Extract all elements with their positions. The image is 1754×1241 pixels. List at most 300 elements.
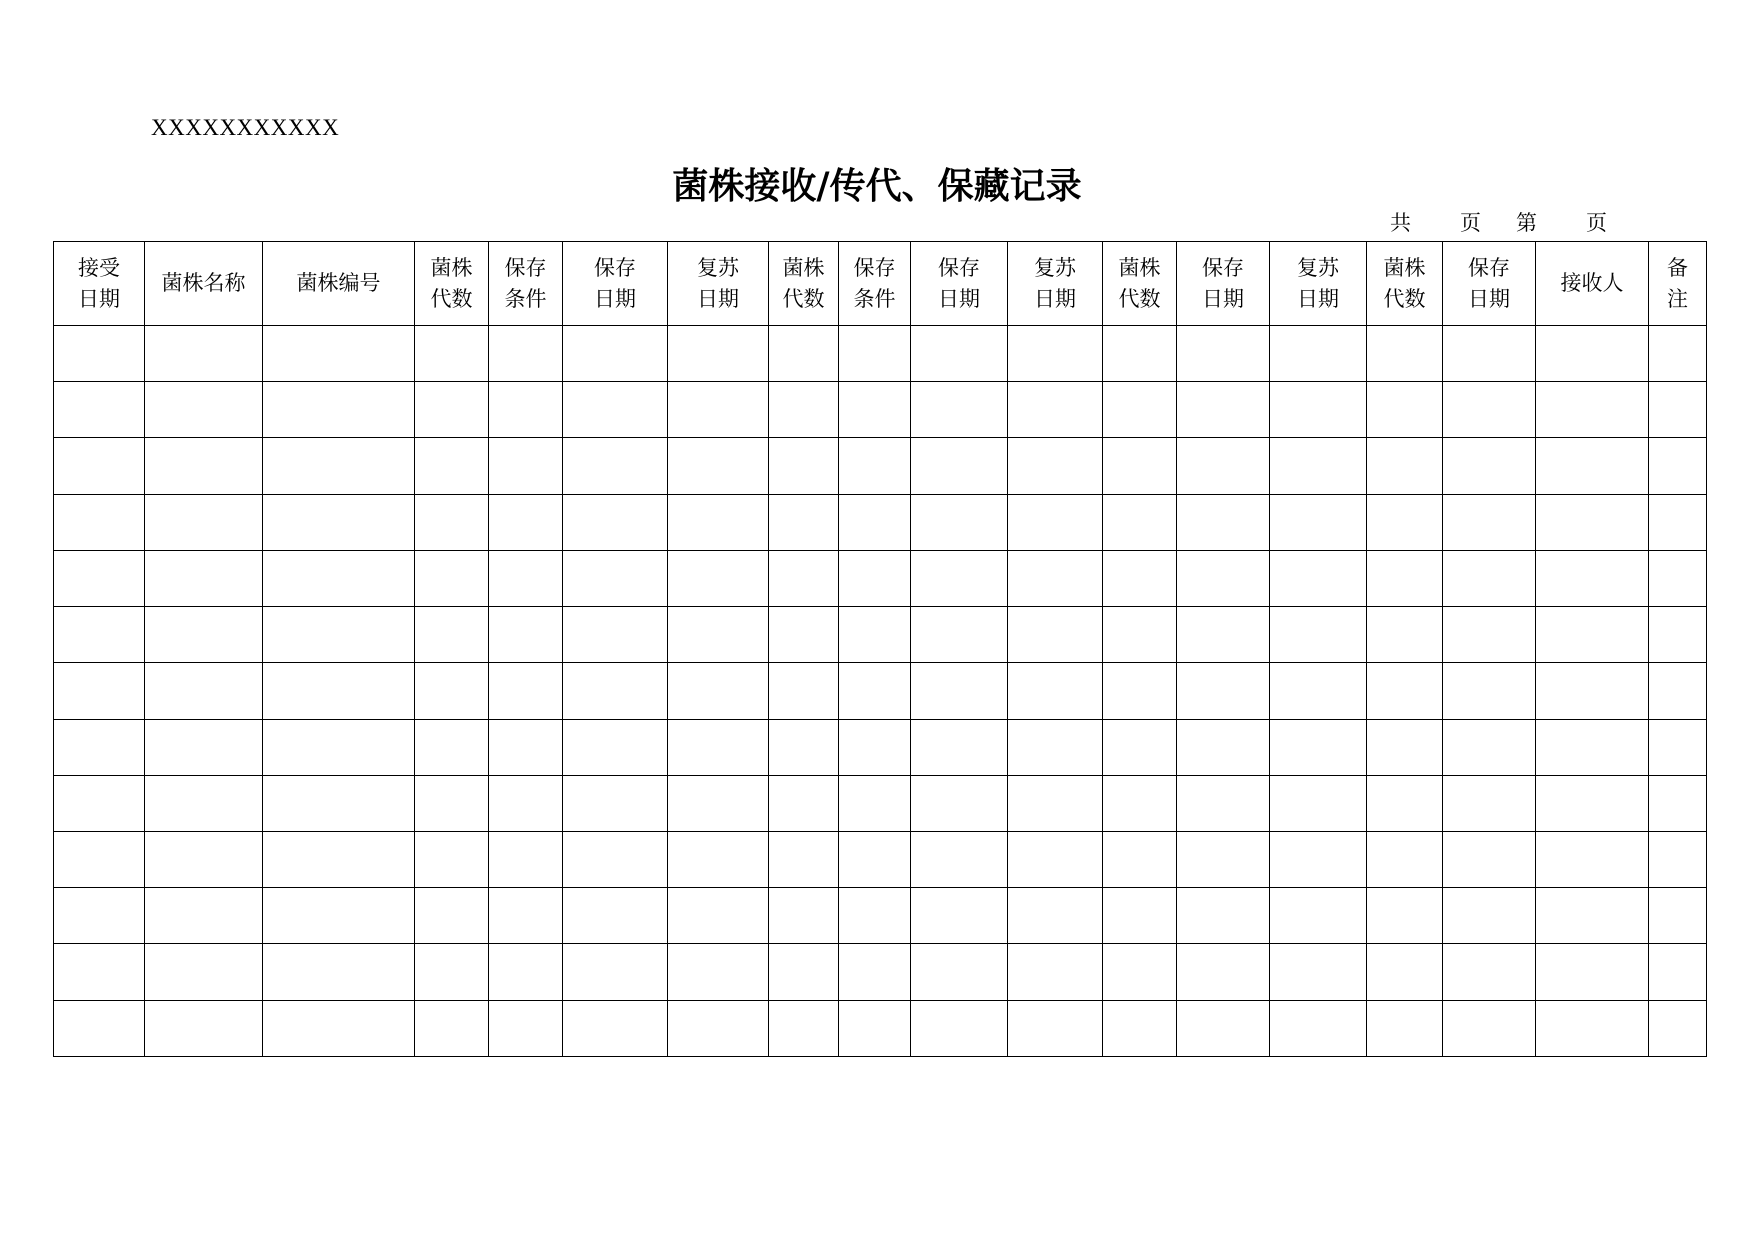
table-cell[interactable]: [263, 944, 415, 1000]
table-cell[interactable]: [769, 550, 839, 606]
table-cell[interactable]: [489, 382, 563, 438]
table-row: [54, 888, 1707, 944]
table-row: [54, 831, 1707, 887]
table-cell[interactable]: [415, 607, 489, 663]
table-cell[interactable]: [263, 831, 415, 887]
table-cell[interactable]: [668, 438, 769, 494]
table-cell[interactable]: [263, 1000, 415, 1056]
table-cell[interactable]: [1270, 382, 1367, 438]
table-cell[interactable]: [1103, 663, 1177, 719]
column-header-text: 日期: [594, 286, 636, 311]
table-cell[interactable]: [1443, 326, 1536, 382]
table-cell[interactable]: [839, 888, 911, 944]
table-cell[interactable]: [1649, 831, 1707, 887]
table-cell[interactable]: [668, 494, 769, 550]
table-cell[interactable]: [489, 1000, 563, 1056]
table-cell[interactable]: [911, 775, 1008, 831]
table-cell[interactable]: [1649, 382, 1707, 438]
table-cell[interactable]: [839, 550, 911, 606]
table-cell[interactable]: [1177, 888, 1270, 944]
table-cell[interactable]: [263, 438, 415, 494]
page-unit-label-2: 页: [1586, 211, 1607, 235]
column-header-text: 菌株: [782, 255, 825, 280]
table-cell[interactable]: [911, 550, 1008, 606]
column-header: [1367, 242, 1443, 326]
table-cell[interactable]: [415, 831, 489, 887]
table-cell[interactable]: [263, 888, 415, 944]
table-cell[interactable]: [769, 775, 839, 831]
table-cell[interactable]: [489, 550, 563, 606]
column-header-text: 日期: [1468, 286, 1510, 311]
page-unit-label: 页: [1460, 211, 1481, 235]
table-cell[interactable]: [839, 326, 911, 382]
table-cell[interactable]: [668, 550, 769, 606]
table-cell[interactable]: [1103, 831, 1177, 887]
column-header: [145, 242, 263, 326]
table-cell[interactable]: [1443, 831, 1536, 887]
table-cell[interactable]: [145, 438, 263, 494]
table-cell[interactable]: [54, 831, 145, 887]
table-cell[interactable]: [263, 326, 415, 382]
table-cell[interactable]: [769, 944, 839, 1000]
table-row: [54, 494, 1707, 550]
table-cell[interactable]: [54, 438, 145, 494]
table-cell[interactable]: [1443, 775, 1536, 831]
column-header: [263, 242, 415, 326]
column-header-text: 菌株名称: [161, 271, 246, 295]
table-cell[interactable]: [911, 607, 1008, 663]
column-header: [1649, 242, 1707, 326]
table-cell[interactable]: [1536, 1000, 1649, 1056]
table-cell[interactable]: [263, 382, 415, 438]
table-header-row: [54, 242, 1707, 326]
table-cell[interactable]: [1270, 438, 1367, 494]
table-cell[interactable]: [563, 944, 668, 1000]
column-header: [839, 242, 911, 326]
table-cell[interactable]: [839, 663, 911, 719]
table-cell[interactable]: [1270, 775, 1367, 831]
table-cell[interactable]: [1008, 1000, 1103, 1056]
column-header: [1536, 242, 1649, 326]
table-cell[interactable]: [1443, 663, 1536, 719]
table-cell[interactable]: [145, 326, 263, 382]
table-cell[interactable]: [1103, 326, 1177, 382]
table-cell[interactable]: [839, 438, 911, 494]
table-row: [54, 438, 1707, 494]
table-cell[interactable]: [668, 944, 769, 1000]
table-row: [54, 775, 1707, 831]
table-cell[interactable]: [489, 326, 563, 382]
table-cell[interactable]: [1536, 888, 1649, 944]
table-cell[interactable]: [1536, 831, 1649, 887]
table-cell[interactable]: [1177, 1000, 1270, 1056]
table-cell[interactable]: [1103, 438, 1177, 494]
table-cell[interactable]: [415, 888, 489, 944]
table-cell[interactable]: [1103, 775, 1177, 831]
table-cell[interactable]: [1103, 888, 1177, 944]
table-cell[interactable]: [1177, 831, 1270, 887]
table-cell[interactable]: [54, 719, 145, 775]
table-cell[interactable]: [668, 831, 769, 887]
table-cell[interactable]: [563, 1000, 668, 1056]
table-cell[interactable]: [415, 382, 489, 438]
table-cell[interactable]: [1008, 775, 1103, 831]
table-cell[interactable]: [769, 888, 839, 944]
table-cell[interactable]: [1008, 326, 1103, 382]
table-cell[interactable]: [1270, 607, 1367, 663]
table-cell[interactable]: [563, 719, 668, 775]
table-cell[interactable]: [1367, 888, 1443, 944]
table-cell[interactable]: [911, 1000, 1008, 1056]
table-cell[interactable]: [1367, 382, 1443, 438]
table-cell[interactable]: [145, 719, 263, 775]
table-cell[interactable]: [1103, 382, 1177, 438]
table-cell[interactable]: [1103, 944, 1177, 1000]
table-cell[interactable]: [1536, 382, 1649, 438]
column-header-text: 代数: [1383, 286, 1426, 311]
table-cell[interactable]: [1443, 438, 1536, 494]
column-header: [1008, 242, 1103, 326]
table-cell[interactable]: [54, 494, 145, 550]
table-cell[interactable]: [1443, 944, 1536, 1000]
table-cell[interactable]: [145, 1000, 263, 1056]
column-header-text: 复苏: [1034, 255, 1076, 280]
table-cell[interactable]: [489, 494, 563, 550]
table-cell[interactable]: [54, 888, 145, 944]
column-header-text: 日期: [78, 286, 120, 311]
table-row: [54, 719, 1707, 775]
table-cell[interactable]: [911, 326, 1008, 382]
table-cell[interactable]: [1536, 438, 1649, 494]
column-header-text: 备: [1667, 255, 1688, 280]
table-cell[interactable]: [1367, 831, 1443, 887]
table-cell[interactable]: [1367, 494, 1443, 550]
table-cell[interactable]: [145, 831, 263, 887]
table-cell[interactable]: [1443, 494, 1536, 550]
table-cell[interactable]: [1443, 607, 1536, 663]
table-cell[interactable]: [489, 607, 563, 663]
table-cell[interactable]: [668, 719, 769, 775]
table-cell[interactable]: [1177, 944, 1270, 1000]
table-cell[interactable]: [563, 438, 668, 494]
table-cell[interactable]: [839, 1000, 911, 1056]
table-cell[interactable]: [1443, 888, 1536, 944]
table-cell[interactable]: [54, 550, 145, 606]
table-cell[interactable]: [769, 494, 839, 550]
column-header-text: 条件: [504, 286, 547, 311]
table-cell[interactable]: [1008, 663, 1103, 719]
table-cell[interactable]: [145, 494, 263, 550]
table-cell[interactable]: [1649, 494, 1707, 550]
table-cell[interactable]: [668, 888, 769, 944]
table-cell[interactable]: [145, 550, 263, 606]
table-cell[interactable]: [911, 944, 1008, 1000]
table-cell[interactable]: [1536, 607, 1649, 663]
column-header: [769, 242, 839, 326]
table-cell[interactable]: [1443, 550, 1536, 606]
table-cell[interactable]: [1367, 775, 1443, 831]
column-header-text: 日期: [1202, 286, 1244, 311]
table-row: [54, 326, 1707, 382]
column-header-text: 日期: [697, 286, 739, 311]
table-cell[interactable]: [839, 831, 911, 887]
column-header: [1103, 242, 1177, 326]
table-cell[interactable]: [1103, 550, 1177, 606]
table-cell[interactable]: [839, 719, 911, 775]
table-cell[interactable]: [415, 438, 489, 494]
table-cell[interactable]: [145, 607, 263, 663]
table-cell[interactable]: [769, 326, 839, 382]
table-cell[interactable]: [489, 775, 563, 831]
table-cell[interactable]: [1103, 607, 1177, 663]
table-cell[interactable]: [263, 775, 415, 831]
table-cell[interactable]: [1367, 1000, 1443, 1056]
column-header-text: 菌株: [1383, 255, 1426, 280]
table-cell[interactable]: [415, 1000, 489, 1056]
table-cell[interactable]: [839, 607, 911, 663]
table-row: [54, 607, 1707, 663]
column-header-text: 菌株编号: [296, 271, 381, 295]
org-code: XXXXXXXXXXX: [151, 115, 340, 140]
table-cell[interactable]: [1367, 550, 1443, 606]
page-current-label: 第: [1516, 211, 1537, 235]
table-cell[interactable]: [489, 944, 563, 1000]
table-row: [54, 1000, 1707, 1056]
table-cell[interactable]: [911, 719, 1008, 775]
table-cell[interactable]: [1103, 719, 1177, 775]
table-cell[interactable]: [1008, 888, 1103, 944]
table-cell[interactable]: [54, 607, 145, 663]
table-cell[interactable]: [1649, 1000, 1707, 1056]
table-cell[interactable]: [1008, 944, 1103, 1000]
table-cell[interactable]: [839, 775, 911, 831]
table-cell[interactable]: [563, 326, 668, 382]
table-cell[interactable]: [911, 494, 1008, 550]
table-cell[interactable]: [911, 831, 1008, 887]
column-header-text: 接受: [78, 255, 120, 280]
table-cell[interactable]: [563, 831, 668, 887]
column-header-text: 复苏: [697, 255, 739, 280]
table-cell[interactable]: [145, 663, 263, 719]
column-header-text: 注: [1667, 286, 1688, 311]
table-cell[interactable]: [1270, 888, 1367, 944]
table-cell[interactable]: [1536, 719, 1649, 775]
table-cell[interactable]: [563, 494, 668, 550]
column-header: [911, 242, 1008, 326]
table-cell[interactable]: [769, 1000, 839, 1056]
table-cell[interactable]: [1443, 1000, 1536, 1056]
column-header: [415, 242, 489, 326]
table-cell[interactable]: [911, 438, 1008, 494]
table-row: [54, 550, 1707, 606]
table-cell[interactable]: [1536, 663, 1649, 719]
table-cell[interactable]: [1103, 494, 1177, 550]
table-row: [54, 382, 1707, 438]
table-cell[interactable]: [839, 382, 911, 438]
column-header-text: 接收人: [1560, 271, 1624, 295]
table-cell[interactable]: [1536, 326, 1649, 382]
table-cell[interactable]: [1536, 494, 1649, 550]
table-cell[interactable]: [145, 775, 263, 831]
table-cell[interactable]: [1536, 550, 1649, 606]
table-cell[interactable]: [489, 831, 563, 887]
table-cell[interactable]: [489, 438, 563, 494]
table-cell[interactable]: [1008, 382, 1103, 438]
table-cell[interactable]: [1270, 494, 1367, 550]
table-cell[interactable]: [1270, 663, 1367, 719]
column-header-text: 复苏: [1297, 255, 1339, 280]
table-cell[interactable]: [1270, 326, 1367, 382]
table-cell[interactable]: [839, 944, 911, 1000]
table-cell[interactable]: [263, 550, 415, 606]
table-cell[interactable]: [769, 831, 839, 887]
table-cell[interactable]: [1367, 326, 1443, 382]
table-cell[interactable]: [415, 663, 489, 719]
column-header-text: 保存: [853, 255, 896, 280]
column-header: [1270, 242, 1367, 326]
column-header-text: 代数: [1118, 286, 1161, 311]
table-cell[interactable]: [1270, 1000, 1367, 1056]
column-header-text: 菌株: [1118, 255, 1161, 280]
table-cell[interactable]: [769, 607, 839, 663]
table-cell[interactable]: [1177, 382, 1270, 438]
column-header: [668, 242, 769, 326]
table-cell[interactable]: [1177, 663, 1270, 719]
table-cell[interactable]: [1177, 494, 1270, 550]
table-cell[interactable]: [54, 382, 145, 438]
table-cell[interactable]: [1649, 944, 1707, 1000]
table-cell[interactable]: [1270, 550, 1367, 606]
table-cell[interactable]: [263, 719, 415, 775]
table-cell[interactable]: [1649, 607, 1707, 663]
table-cell[interactable]: [1649, 438, 1707, 494]
table-cell[interactable]: [563, 888, 668, 944]
table-cell[interactable]: [1443, 719, 1536, 775]
table-cell[interactable]: [1008, 607, 1103, 663]
table-cell[interactable]: [1177, 607, 1270, 663]
table-cell[interactable]: [1270, 944, 1367, 1000]
column-header-text: 保存: [504, 255, 547, 280]
table-cell[interactable]: [769, 438, 839, 494]
table-cell[interactable]: [911, 663, 1008, 719]
table-cell[interactable]: [1649, 719, 1707, 775]
table-cell[interactable]: [911, 382, 1008, 438]
table-cell[interactable]: [668, 607, 769, 663]
table-cell[interactable]: [1649, 550, 1707, 606]
table-cell[interactable]: [54, 944, 145, 1000]
table-cell[interactable]: [769, 719, 839, 775]
table-cell[interactable]: [668, 775, 769, 831]
table-cell[interactable]: [1367, 438, 1443, 494]
table-row: [54, 663, 1707, 719]
table-cell[interactable]: [263, 607, 415, 663]
column-header-text: 日期: [1297, 286, 1339, 311]
table-cell[interactable]: [489, 888, 563, 944]
table-cell[interactable]: [54, 775, 145, 831]
column-header: [1443, 242, 1536, 326]
strain-record-table: [53, 241, 1707, 1057]
table-cell[interactable]: [1008, 550, 1103, 606]
table-cell[interactable]: [415, 719, 489, 775]
table-cell[interactable]: [1649, 326, 1707, 382]
table-cell[interactable]: [1177, 719, 1270, 775]
table-cell[interactable]: [263, 494, 415, 550]
table-cell[interactable]: [145, 888, 263, 944]
table-cell[interactable]: [668, 382, 769, 438]
column-header-text: 条件: [853, 286, 896, 311]
table-cell[interactable]: [415, 775, 489, 831]
table-cell[interactable]: [415, 944, 489, 1000]
table-cell[interactable]: [563, 382, 668, 438]
table-cell[interactable]: [489, 663, 563, 719]
column-header-text: 日期: [1034, 286, 1076, 311]
table-cell[interactable]: [54, 663, 145, 719]
table-cell[interactable]: [563, 550, 668, 606]
table-cell[interactable]: [54, 1000, 145, 1056]
table-cell[interactable]: [668, 663, 769, 719]
table-cell[interactable]: [263, 663, 415, 719]
table-cell[interactable]: [1367, 663, 1443, 719]
table-cell[interactable]: [145, 382, 263, 438]
column-header-text: 菌株: [430, 255, 473, 280]
table-cell[interactable]: [415, 550, 489, 606]
table-cell[interactable]: [1649, 888, 1707, 944]
table-cell[interactable]: [1536, 775, 1649, 831]
column-header-text: 日期: [938, 286, 980, 311]
table-cell[interactable]: [668, 1000, 769, 1056]
table-cell[interactable]: [1008, 438, 1103, 494]
table-cell[interactable]: [563, 607, 668, 663]
table-cell[interactable]: [1270, 719, 1367, 775]
table-cell[interactable]: [1367, 607, 1443, 663]
page-total-label: 共: [1390, 211, 1411, 235]
table-cell[interactable]: [1367, 719, 1443, 775]
column-header: [563, 242, 668, 326]
table-cell[interactable]: [563, 663, 668, 719]
table-cell[interactable]: [1103, 1000, 1177, 1056]
table-row: [54, 944, 1707, 1000]
table-cell[interactable]: [769, 663, 839, 719]
table-cell[interactable]: [1367, 944, 1443, 1000]
table-cell[interactable]: [1177, 438, 1270, 494]
column-header: [489, 242, 563, 326]
table-cell[interactable]: [415, 494, 489, 550]
column-header-text: 保存: [938, 255, 980, 280]
table-cell[interactable]: [1443, 382, 1536, 438]
column-header-text: 代数: [782, 286, 825, 311]
table-cell[interactable]: [911, 888, 1008, 944]
table-cell[interactable]: [769, 382, 839, 438]
table-cell[interactable]: [1270, 831, 1367, 887]
table-cell[interactable]: [489, 719, 563, 775]
table-cell[interactable]: [1177, 326, 1270, 382]
table-cell[interactable]: [1008, 494, 1103, 550]
table-cell[interactable]: [1649, 663, 1707, 719]
table-cell[interactable]: [1177, 550, 1270, 606]
table-cell[interactable]: [54, 326, 145, 382]
table-cell[interactable]: [839, 494, 911, 550]
table-cell[interactable]: [415, 326, 489, 382]
table-cell[interactable]: [668, 326, 769, 382]
table-cell[interactable]: [1177, 775, 1270, 831]
table-cell[interactable]: [1008, 719, 1103, 775]
table-cell[interactable]: [563, 775, 668, 831]
table-cell[interactable]: [145, 944, 263, 1000]
table-cell[interactable]: [1008, 831, 1103, 887]
table-body: [54, 326, 1707, 1057]
table-cell[interactable]: [1536, 944, 1649, 1000]
table-cell[interactable]: [1649, 775, 1707, 831]
